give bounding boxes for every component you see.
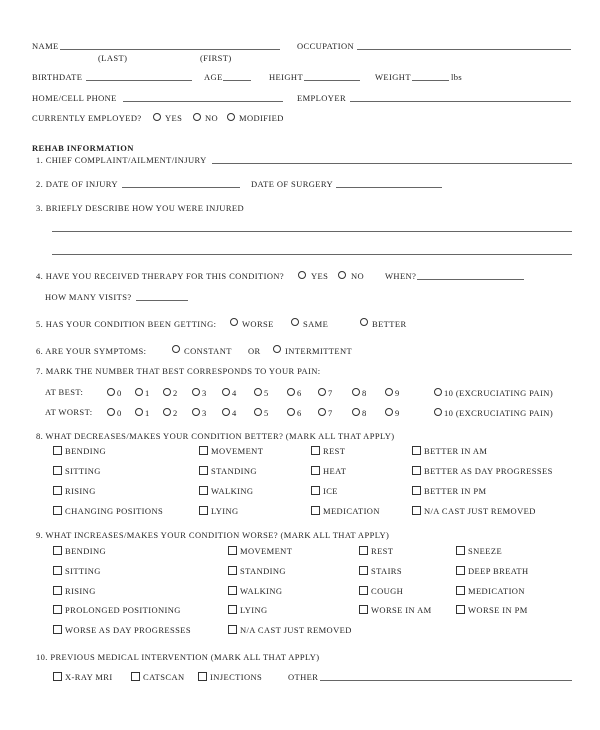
q9-checkbox-5[interactable] <box>228 566 237 575</box>
q9-checkbox-4[interactable] <box>53 566 62 575</box>
pain-best-radio-1[interactable] <box>135 388 143 396</box>
pain-best-value-6: 6 <box>297 388 302 398</box>
last-name-hint: (LAST) <box>98 53 128 63</box>
height-field[interactable] <box>304 80 360 81</box>
pain-best-radio-2[interactable] <box>163 388 171 396</box>
q8-item-10: ICE <box>323 486 338 496</box>
pain-worst-radio-5[interactable] <box>254 408 262 416</box>
pain-worst-radio-8[interactable] <box>352 408 360 416</box>
q9-item-13: LYING <box>240 605 268 615</box>
pain-best-value-8: 8 <box>362 388 367 398</box>
first-name-hint: (FIRST) <box>200 53 232 63</box>
q8-checkbox-0[interactable] <box>53 446 62 455</box>
pain-best-radio-0[interactable] <box>107 388 115 396</box>
pain-best-value-1: 1 <box>145 388 150 398</box>
q10-item-0: X-RAY MRI <box>65 672 113 682</box>
employed-modified-label: MODIFIED <box>239 113 284 123</box>
birthdate-field[interactable] <box>86 80 192 81</box>
weight-field[interactable] <box>412 80 449 81</box>
q8-item-4: SITTING <box>65 466 101 476</box>
employed-modified-radio[interactable] <box>227 113 235 121</box>
q9-item-10: COUGH <box>371 586 404 596</box>
pain-best-label: AT BEST: <box>45 387 84 397</box>
pain-worst-value-4: 4 <box>232 408 237 418</box>
birthdate-label: BIRTHDATE <box>32 72 83 82</box>
q9-item-17: N/A CAST JUST REMOVED <box>240 625 352 635</box>
q7-label: 7. MARK THE NUMBER THAT BEST CORRESPONDS TO YOUR PAIN: <box>36 366 321 376</box>
condition-better-radio[interactable] <box>360 318 368 326</box>
q9-item-5: STANDING <box>240 566 286 576</box>
pain-best-value-0: 0 <box>117 388 122 398</box>
phone-field[interactable] <box>123 101 283 102</box>
q8-checkbox-5[interactable] <box>199 466 208 475</box>
pain-worst-value-8: 8 <box>362 408 367 418</box>
pain-worst-radio-6[interactable] <box>287 408 295 416</box>
therapy-no-radio[interactable] <box>338 271 346 279</box>
q10-item-1: CATSCAN <box>143 672 185 682</box>
q9-label: 9. WHAT INCREASES/MAKES YOUR CONDITION WORSE? (MARK ALL THAT APPLY) <box>36 530 390 540</box>
occupation-label: OCCUPATION <box>297 41 355 51</box>
pain-worst-radio-1[interactable] <box>135 408 143 416</box>
employer-label: EMPLOYER <box>297 93 347 103</box>
therapy-yes-label: YES <box>311 271 329 281</box>
weight-label: WEIGHT <box>375 72 411 82</box>
symptoms-intermittent-radio[interactable] <box>273 345 281 353</box>
q8-item-2: REST <box>323 446 346 456</box>
q9-checkbox-9[interactable] <box>228 586 237 595</box>
pain-worst-label: AT WORST: <box>45 407 93 417</box>
q8-checkbox-10[interactable] <box>311 486 320 495</box>
q10-label: 10. PREVIOUS MEDICAL INTERVENTION (MARK ALL THAT APPLY) <box>36 652 320 662</box>
q9-checkbox-13[interactable] <box>228 605 237 614</box>
pain-worst-value-0: 0 <box>117 408 122 418</box>
employed-yes-label: YES <box>165 113 183 123</box>
pain-best-value-9: 9 <box>395 388 400 398</box>
q9-item-16: WORSE AS DAY PROGRESSES <box>65 625 191 635</box>
pain-worst-value-2: 2 <box>173 408 178 418</box>
q8-checkbox-2[interactable] <box>311 446 320 455</box>
q8-item-5: STANDING <box>211 466 257 476</box>
q9-item-2: REST <box>371 546 394 556</box>
q9-checkbox-7[interactable] <box>456 566 465 575</box>
q8-item-1: MOVEMENT <box>211 446 264 456</box>
q2-injury-label: 2. DATE OF INJURY <box>36 179 118 189</box>
q8-item-3: BETTER IN AM <box>424 446 488 456</box>
symptoms-constant-label: CONSTANT <box>184 346 232 356</box>
pain-worst-radio-7[interactable] <box>318 408 326 416</box>
q8-item-8: RISING <box>65 486 96 496</box>
q8-checkbox-11[interactable] <box>412 486 421 495</box>
q9-item-14: WORSE IN AM <box>371 605 432 615</box>
name-label: NAME <box>32 41 59 51</box>
q8-item-6: HEAT <box>323 466 347 476</box>
symptoms-constant-radio[interactable] <box>172 345 180 353</box>
pain-best-value-5: 5 <box>264 388 269 398</box>
q9-item-6: STAIRS <box>371 566 403 576</box>
q8-checkbox-4[interactable] <box>53 466 62 475</box>
q9-item-9: WALKING <box>240 586 283 596</box>
q9-checkbox-11[interactable] <box>456 586 465 595</box>
q4-visits-label: HOW MANY VISITS? <box>45 292 132 302</box>
lbs-label: lbs <box>451 72 463 82</box>
q9-checkbox-15[interactable] <box>456 605 465 614</box>
condition-worse-radio[interactable] <box>230 318 238 326</box>
employed-no-radio[interactable] <box>193 113 201 121</box>
q9-item-15: WORSE IN PM <box>468 605 528 615</box>
q8-item-0: BENDING <box>65 446 107 456</box>
q9-item-8: RISING <box>65 586 96 596</box>
q9-item-0: BENDING <box>65 546 107 556</box>
phone-label: HOME/CELL PHONE <box>32 93 117 103</box>
condition-same-label: SAME <box>303 319 329 329</box>
q9-item-3: SNEEZE <box>468 546 503 556</box>
q4-label: 4. HAVE YOU RECEIVED THERAPY FOR THIS CONDITION? <box>36 271 285 281</box>
pain-worst-radio-3[interactable] <box>192 408 200 416</box>
q8-checkbox-6[interactable] <box>311 466 320 475</box>
q8-checkbox-3[interactable] <box>412 446 421 455</box>
q4-when-label: WHEN? <box>385 271 417 281</box>
q9-checkbox-16[interactable] <box>53 625 62 634</box>
employed-yes-radio[interactable] <box>153 113 161 121</box>
pain-worst-value-7: 7 <box>328 408 333 418</box>
pain-worst-value-9: 9 <box>395 408 400 418</box>
name-field[interactable] <box>60 49 280 50</box>
pain-best-radio-9[interactable] <box>385 388 393 396</box>
q8-checkbox-14[interactable] <box>311 506 320 515</box>
q5-label: 5. HAS YOUR CONDITION BEEN GETTING: <box>36 319 217 329</box>
age-label: AGE <box>204 72 223 82</box>
pain-best-radio-10[interactable] <box>434 388 442 396</box>
q2-surgery-label: DATE OF SURGERY <box>251 179 334 189</box>
pain-worst-radio-10[interactable] <box>434 408 442 416</box>
q8-item-13: LYING <box>211 506 239 516</box>
therapy-no-label: NO <box>351 271 365 281</box>
employed-label: CURRENTLY EMPLOYED? <box>32 113 142 123</box>
q10-item-2: INJECTIONS <box>210 672 263 682</box>
q9-checkbox-14[interactable] <box>359 605 368 614</box>
q9-item-7: DEEP BREATH <box>468 566 529 576</box>
pain-best-value-10: 10 (EXCRUCIATING PAIN) <box>444 388 554 398</box>
q8-item-14: MEDICATION <box>323 506 380 516</box>
pain-worst-value-3: 3 <box>202 408 207 418</box>
q8-checkbox-13[interactable] <box>199 506 208 515</box>
pain-worst-value-5: 5 <box>264 408 269 418</box>
q9-checkbox-2[interactable] <box>359 546 368 555</box>
pain-worst-value-10: 10 (EXCRUCIATING PAIN) <box>444 408 554 418</box>
q10-other-label: OTHER <box>288 672 319 682</box>
q8-item-9: WALKING <box>211 486 254 496</box>
symptoms-or-label: OR <box>248 346 261 356</box>
q10-checkbox-2[interactable] <box>198 672 207 681</box>
employer-field[interactable] <box>350 101 571 102</box>
q8-checkbox-8[interactable] <box>53 486 62 495</box>
q8-checkbox-7[interactable] <box>412 466 421 475</box>
rehab-heading: REHAB INFORMATION <box>32 143 134 153</box>
pain-best-radio-4[interactable] <box>222 388 230 396</box>
condition-worse-label: WORSE <box>242 319 274 329</box>
q9-item-1: MOVEMENT <box>240 546 293 556</box>
q8-checkbox-15[interactable] <box>412 506 421 515</box>
age-field[interactable] <box>223 80 251 81</box>
q1-label: 1. CHIEF COMPLAINT/AILMENT/INJURY <box>36 155 207 165</box>
height-label: HEIGHT <box>269 72 304 82</box>
condition-better-label: BETTER <box>372 319 407 329</box>
condition-same-radio[interactable] <box>291 318 299 326</box>
pain-worst-value-6: 6 <box>297 408 302 418</box>
q8-item-11: BETTER IN PM <box>424 486 487 496</box>
pain-best-radio-5[interactable] <box>254 388 262 396</box>
q8-item-12: CHANGING POSITIONS <box>65 506 164 516</box>
occupation-field[interactable] <box>357 49 571 50</box>
q9-checkbox-3[interactable] <box>456 546 465 555</box>
q9-checkbox-17[interactable] <box>228 625 237 634</box>
pain-worst-radio-0[interactable] <box>107 408 115 416</box>
employed-no-label: NO <box>205 113 219 123</box>
q8-checkbox-1[interactable] <box>199 446 208 455</box>
q8-item-15: N/A CAST JUST REMOVED <box>424 506 536 516</box>
therapy-yes-radio[interactable] <box>298 271 306 279</box>
q9-checkbox-0[interactable] <box>53 546 62 555</box>
q9-checkbox-12[interactable] <box>53 605 62 614</box>
pain-best-value-2: 2 <box>173 388 178 398</box>
q10-checkbox-0[interactable] <box>53 672 62 681</box>
q10-other-field[interactable] <box>320 680 572 681</box>
q9-checkbox-1[interactable] <box>228 546 237 555</box>
q10-checkbox-1[interactable] <box>131 672 140 681</box>
q3-label: 3. BRIEFLY DESCRIBE HOW YOU WERE INJURED <box>36 203 245 213</box>
q6-label: 6. ARE YOUR SYMPTOMS: <box>36 346 147 356</box>
pain-best-value-4: 4 <box>232 388 237 398</box>
q9-item-4: SITTING <box>65 566 101 576</box>
therapy-when-field[interactable] <box>417 279 524 280</box>
q9-checkbox-10[interactable] <box>359 586 368 595</box>
pain-best-radio-6[interactable] <box>287 388 295 396</box>
q9-checkbox-6[interactable] <box>359 566 368 575</box>
q8-item-7: BETTER AS DAY PROGRESSES <box>424 466 553 476</box>
pain-best-radio-7[interactable] <box>318 388 326 396</box>
pain-best-radio-8[interactable] <box>352 388 360 396</box>
date-of-injury-field[interactable] <box>122 187 240 188</box>
pain-worst-radio-4[interactable] <box>222 408 230 416</box>
q9-item-12: PROLONGED POSITIONING <box>65 605 181 615</box>
symptoms-intermittent-label: INTERMITTENT <box>285 346 353 356</box>
pain-worst-radio-9[interactable] <box>385 408 393 416</box>
q9-checkbox-8[interactable] <box>53 586 62 595</box>
q3-field-line-1[interactable] <box>52 231 572 232</box>
q8-label: 8. WHAT DECREASES/MAKES YOUR CONDITION BETTER? (MARK ALL THAT APPLY) <box>36 431 395 441</box>
pain-best-value-7: 7 <box>328 388 333 398</box>
q1-field[interactable] <box>212 163 572 164</box>
pain-worst-radio-2[interactable] <box>163 408 171 416</box>
q3-field-line-2[interactable] <box>52 254 572 255</box>
pain-best-radio-3[interactable] <box>192 388 200 396</box>
q8-checkbox-9[interactable] <box>199 486 208 495</box>
pain-best-value-3: 3 <box>202 388 207 398</box>
visits-field[interactable] <box>136 300 188 301</box>
q9-item-11: MEDICATION <box>468 586 525 596</box>
date-of-surgery-field[interactable] <box>336 187 442 188</box>
pain-worst-value-1: 1 <box>145 408 150 418</box>
q8-checkbox-12[interactable] <box>53 506 62 515</box>
